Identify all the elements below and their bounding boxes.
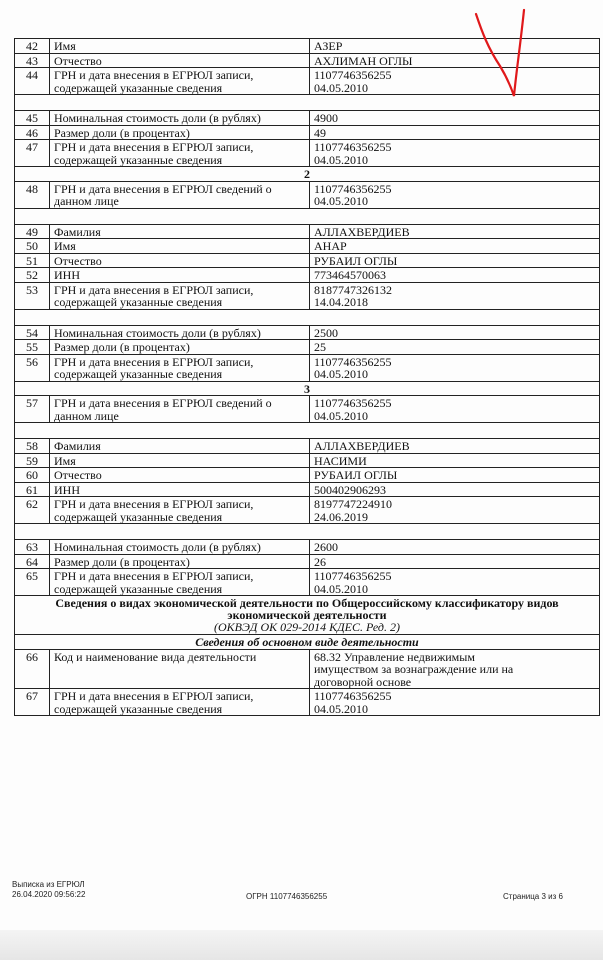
page-bottom-edge — [0, 930, 603, 960]
row-label: Имя — [50, 39, 310, 54]
row-label: Код и наименование вида деятельности — [50, 649, 310, 689]
row-label: ГРН и дата внесения в ЕГРЮЛ записи, содержащей указанные сведения — [50, 282, 310, 309]
spacer-row — [15, 524, 600, 540]
footer-left — [12, 880, 85, 900]
row-label: ГРН и дата внесения в ЕГРЮЛ записи, содержащей указанные сведения — [50, 569, 310, 596]
row-value: 68.32 Управление недвижимым имуществом за вознаграждение или на договорной основе — [310, 649, 600, 689]
row-label: Отчество — [50, 468, 310, 483]
row-label: ИНН — [50, 482, 310, 497]
table-row — [15, 554, 600, 569]
spacer-cell — [15, 208, 600, 224]
row-value: РУБАИЛ ОГЛЫ — [310, 468, 600, 483]
spacer-row — [15, 208, 600, 224]
group-number-row — [15, 381, 600, 396]
row-number: 61 — [15, 482, 50, 497]
row-number: 49 — [15, 224, 50, 239]
row-label: Номинальная стоимость доли (в рублях) — [50, 325, 310, 340]
row-value: 500402906293 — [310, 482, 600, 497]
group-number-row — [15, 167, 600, 182]
handwritten-check-icon — [470, 4, 530, 100]
row-value: 25 — [310, 340, 600, 355]
subsection-header — [15, 635, 600, 650]
table-row — [15, 340, 600, 355]
table-row — [15, 689, 600, 716]
row-label: ГРН и дата внесения в ЕГРЮЛ записи, содержащей указанные сведения — [50, 140, 310, 167]
group-number-row-label: 3 — [15, 381, 600, 396]
section-subtitle: (ОКВЭД ОК 029-2014 КДЕС. Ред. 2) — [213, 620, 400, 634]
row-number: 42 — [15, 39, 50, 54]
section-title: Сведения о видах экономической деятельности по Общероссийскому классификатору видов экономической деятельности — [55, 596, 559, 622]
row-label: Отчество — [50, 53, 310, 68]
row-label: ГРН и дата внесения в ЕГРЮЛ записи, содержащей указанные сведения — [50, 68, 310, 95]
spacer-cell — [15, 524, 600, 540]
row-value: 1107746356255 04.05.2010 — [310, 569, 600, 596]
table-row — [15, 253, 600, 268]
row-value: АЛЛАХВЕРДИЕВ — [310, 439, 600, 454]
table-row — [15, 540, 600, 555]
footer-doc-name: Выписка из ЕГРЮЛ — [12, 880, 85, 889]
table-row — [15, 325, 600, 340]
row-value: 1107746356255 04.05.2010 — [310, 181, 600, 208]
row-value: 1107746356255 04.05.2010 — [310, 689, 600, 716]
row-value: 1107746356255 04.05.2010 — [310, 354, 600, 381]
spacer-cell — [15, 309, 600, 325]
row-value: 8197747224910 24.06.2019 — [310, 497, 600, 524]
row-number: 48 — [15, 181, 50, 208]
section-header — [15, 596, 600, 635]
row-number: 58 — [15, 439, 50, 454]
table-row — [15, 497, 600, 524]
spacer-row — [15, 309, 600, 325]
row-label: Номинальная стоимость доли (в рублях) — [50, 111, 310, 126]
row-number: 59 — [15, 453, 50, 468]
row-label: Имя — [50, 239, 310, 254]
row-number: 60 — [15, 468, 50, 483]
row-number: 47 — [15, 140, 50, 167]
table-row — [15, 482, 600, 497]
row-number: 65 — [15, 569, 50, 596]
table-row — [15, 354, 600, 381]
row-label: Размер доли (в процентах) — [50, 554, 310, 569]
table-row — [15, 649, 600, 689]
row-value: 26 — [310, 554, 600, 569]
footer-doc-datetime: 26.04.2020 09:56:22 — [12, 890, 86, 899]
row-label: ГРН и дата внесения в ЕГРЮЛ сведений о данном лице — [50, 181, 310, 208]
table-row — [15, 181, 600, 208]
spacer-cell — [15, 423, 600, 439]
row-label: Фамилия — [50, 224, 310, 239]
table-row — [15, 396, 600, 423]
row-label: ИНН — [50, 268, 310, 283]
row-label: Фамилия — [50, 439, 310, 454]
row-number: 67 — [15, 689, 50, 716]
table-row — [15, 125, 600, 140]
row-value: РУБАИЛ ОГЛЫ — [310, 253, 600, 268]
row-label: ГРН и дата внесения в ЕГРЮЛ записи, содержащей указанные сведения — [50, 497, 310, 524]
table-row — [15, 224, 600, 239]
row-label: Размер доли (в процентах) — [50, 125, 310, 140]
row-label: Размер доли (в процентах) — [50, 340, 310, 355]
row-number: 43 — [15, 53, 50, 68]
egrul-table — [14, 38, 600, 716]
footer-page-number: Страница 3 из 6 — [503, 892, 563, 901]
row-label: Имя — [50, 453, 310, 468]
row-value: АЛЛАХВЕРДИЕВ — [310, 224, 600, 239]
row-value: 1107746356255 04.05.2010 — [310, 68, 600, 95]
row-label: Номинальная стоимость доли (в рублях) — [50, 540, 310, 555]
row-value: АНАР — [310, 239, 600, 254]
table-row — [15, 569, 600, 596]
group-number-row-label: 2 — [15, 167, 600, 182]
row-number: 56 — [15, 354, 50, 381]
row-value: 49 — [310, 125, 600, 140]
spacer-row — [15, 423, 600, 439]
row-number: 57 — [15, 396, 50, 423]
row-number: 63 — [15, 540, 50, 555]
table-row — [15, 468, 600, 483]
row-number: 45 — [15, 111, 50, 126]
row-value: 773464570063 — [310, 268, 600, 283]
row-number: 50 — [15, 239, 50, 254]
row-value: 2600 — [310, 540, 600, 555]
table-row — [15, 439, 600, 454]
section-header-cell — [15, 596, 600, 635]
row-value: АЗЕР — [310, 39, 600, 54]
row-value: АХЛИМАН ОГЛЫ — [310, 53, 600, 68]
row-number: 52 — [15, 268, 50, 283]
row-number: 62 — [15, 497, 50, 524]
table-row — [15, 282, 600, 309]
table-row — [15, 239, 600, 254]
table-row — [15, 140, 600, 167]
row-label: ГРН и дата внесения в ЕГРЮЛ записи, содержащей указанные сведения — [50, 689, 310, 716]
row-number: 66 — [15, 649, 50, 689]
table-row — [15, 111, 600, 126]
row-number: 54 — [15, 325, 50, 340]
row-value: 8187747326132 14.04.2018 — [310, 282, 600, 309]
table-row — [15, 268, 600, 283]
row-value: НАСИМИ — [310, 453, 600, 468]
row-value: 1107746356255 04.05.2010 — [310, 140, 600, 167]
table-row — [15, 453, 600, 468]
row-value: 4900 — [310, 111, 600, 126]
row-value: 2500 — [310, 325, 600, 340]
footer-ogrn: ОГРН 1107746356255 — [246, 892, 328, 901]
row-number: 64 — [15, 554, 50, 569]
row-value: 1107746356255 04.05.2010 — [310, 396, 600, 423]
row-number: 44 — [15, 68, 50, 95]
row-number: 51 — [15, 253, 50, 268]
row-number: 55 — [15, 340, 50, 355]
row-number: 53 — [15, 282, 50, 309]
subsection-title: Сведения об основном виде деятельности — [15, 635, 600, 650]
row-number: 46 — [15, 125, 50, 140]
row-label: Отчество — [50, 253, 310, 268]
row-label: ГРН и дата внесения в ЕГРЮЛ сведений о данном лице — [50, 396, 310, 423]
row-label: ГРН и дата внесения в ЕГРЮЛ записи, содержащей указанные сведения — [50, 354, 310, 381]
